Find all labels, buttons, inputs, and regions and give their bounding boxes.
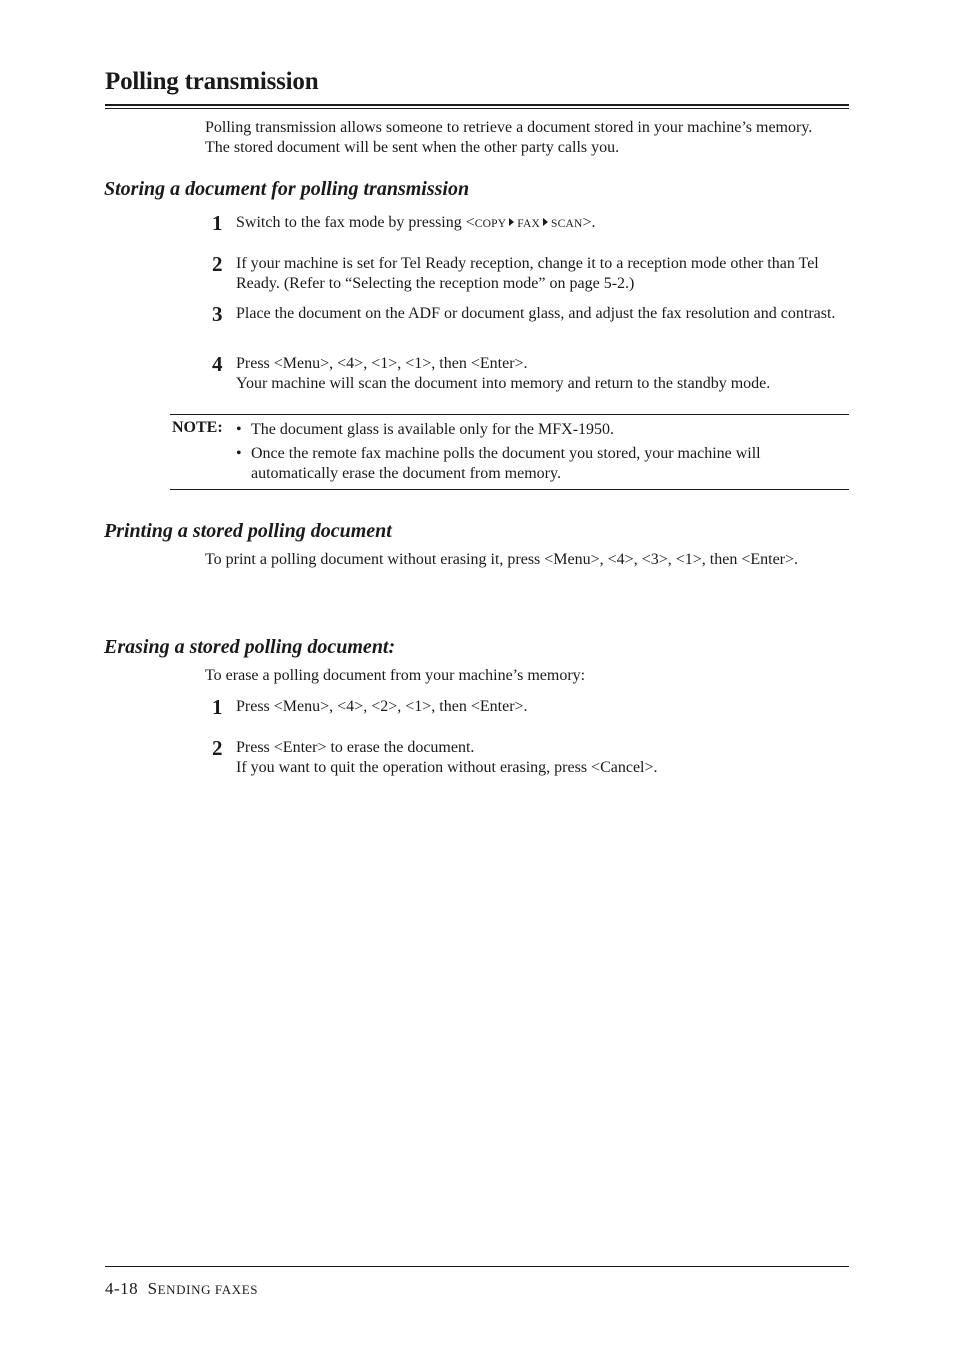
step-number: 4 [212, 352, 223, 376]
step-number: 2 [212, 736, 223, 760]
bullet-dot: • [236, 421, 242, 438]
step-text: Place the document on the ADF or document glass, and adjust the fax resolution and contrast. [236, 305, 836, 322]
note-bullet-1 [236, 420, 846, 440]
step-storing-4 [212, 354, 852, 396]
step-text: If your machine is set for Tel Ready reception, change it to a reception mode other than Tel Ready. (Refer to “Selecting the reception mode” on page 5-2.) [236, 255, 819, 292]
note-rule-top [170, 414, 849, 415]
erasing-intro: To erase a polling document from your machine’s memory: [205, 667, 586, 684]
arrow-right-icon [509, 218, 514, 226]
step-text [236, 213, 851, 234]
step-storing-3 [212, 304, 852, 346]
step-erasing-2 [212, 738, 852, 780]
title-rule-thin [105, 108, 849, 109]
page-footer [105, 1279, 258, 1299]
section-heading-storing: Storing a document for polling transmission [104, 178, 470, 200]
section-heading-printing: Printing a stored polling document [104, 520, 392, 542]
note-label: NOTE: [172, 419, 223, 436]
step-storing-2 [212, 254, 852, 296]
section-heading-erasing: Erasing a stored polling document: [104, 636, 396, 658]
step-text-line1: Press <Menu>, <4>, <1>, <1>, then <Enter>. [236, 355, 528, 372]
step-number: 1 [212, 211, 223, 235]
bullet-text: Once the remote fax machine polls the document you stored, your machine will automatically erase the document from memory. [251, 445, 761, 482]
step-text [236, 354, 851, 394]
step-text-line2: Your machine will scan the document into memory and return to the standby mode. [236, 375, 771, 392]
page-title: Polling transmission [105, 68, 319, 95]
step-number: 2 [212, 252, 223, 276]
footer-section-initial: S [147, 1279, 158, 1298]
note-bullet-2 [236, 444, 846, 484]
step-text-pre: Switch to the fax mode by pressing < [236, 214, 475, 231]
step-text-line1: Press <Enter> to erase the document. [236, 739, 475, 756]
step-number: 3 [212, 302, 223, 326]
key-copy: COPY [474, 218, 507, 230]
step-number: 1 [212, 695, 223, 719]
bullet-dot: • [236, 445, 242, 462]
intro-paragraph: Polling transmission allows someone to retrieve a document stored in your machine’s memory. The stored document will be sent when the other party calls you. [205, 119, 813, 156]
step-text [236, 738, 851, 778]
key-scan: SCAN [551, 218, 583, 230]
step-text: Press <Menu>, <4>, <2>, <1>, then <Enter>. [236, 698, 528, 715]
step-text-post: >. [582, 214, 596, 231]
page-number: 4-18 [105, 1279, 139, 1298]
footer-rule [105, 1266, 849, 1267]
step-storing-1 [212, 213, 852, 237]
step-erasing-1 [212, 697, 852, 721]
footer-section-rest: ENDING FAXES [157, 1282, 259, 1297]
printing-paragraph: To print a polling document without erasing it, press <Menu>, <4>, <3>, <1>, then <Enter>. [205, 551, 799, 568]
key-fax: FAX [517, 218, 541, 230]
step-text-line2: If you want to quit the operation without erasing, press <Cancel>. [236, 759, 658, 776]
bullet-text: The document glass is available only for the MFX-1950. [251, 421, 615, 438]
arrow-right-icon [543, 218, 548, 226]
note-rule-bottom [170, 489, 849, 490]
title-rule [105, 104, 849, 106]
